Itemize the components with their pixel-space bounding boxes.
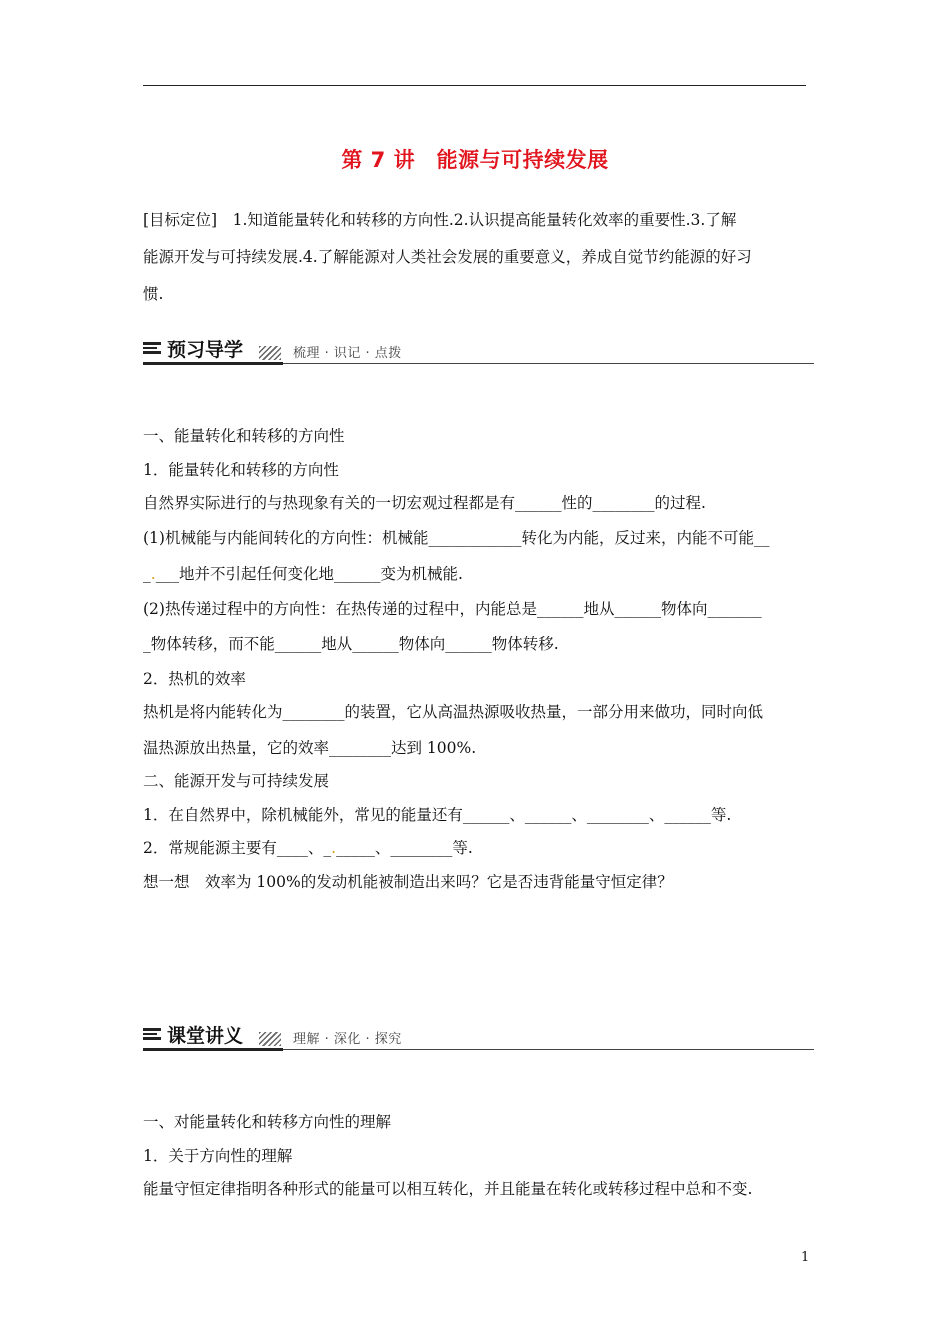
paragraph: _物体转移，而不能______地从______物体向______物体转移. xyxy=(143,635,559,653)
paragraph: _.___地并不引起任何变化地______变为机械能. xyxy=(143,565,463,583)
paragraph: 自然界实际进行的与热现象有关的一切宏观过程都是有______性的________的过程. xyxy=(143,494,706,512)
subheading-direction: 1．能量转化和转移的方向性 xyxy=(143,461,339,479)
goals-line-2: 能源开发与可持续发展.4.了解能源对人类社会发展的重要意义，养成自觉节约能源的好习 xyxy=(143,248,752,266)
paragraph: 热机是将内能转化为________的装置，它从高温热源吸收热量，一部分用来做功，同时向低 xyxy=(143,703,764,721)
paragraph: 2．常规能源主要有____、_._____、________等. xyxy=(143,839,473,857)
section-heading: 预习导学 xyxy=(167,339,244,361)
goals-line-1: [目标定位] 1.知道能量转化和转移的方向性.2.认识提高能量转化效率的重要性.3.了解 xyxy=(143,211,737,229)
paragraph: (2)热传递过程中的方向性：在热传递的过程中，内能总是______地从______物体向_______ xyxy=(143,600,762,618)
goals-line-3: 惯. xyxy=(143,285,164,303)
page-title: 第 7 讲 能源与可持续发展 xyxy=(341,148,609,172)
section-header-preview xyxy=(143,338,814,364)
section-rule-thin xyxy=(283,1049,814,1050)
section-rule-thick xyxy=(143,362,283,365)
paragraph: 温热源放出热量，它的效率________达到 100%. xyxy=(143,739,477,757)
page-number: 1 xyxy=(801,1250,810,1265)
heading-direction: 一、能量转化和转移的方向性 xyxy=(143,427,345,445)
paragraph: (1)机械能与内能间转化的方向性：机械能____________转化为内能，反过来，内能不可能__ xyxy=(143,529,770,547)
hatch-decoration xyxy=(259,1032,281,1046)
paragraph: 能量守恒定律指明各种形式的能量可以相互转化，并且能量在转化或转移过程中总和不变. xyxy=(143,1180,753,1198)
section-rule-thin xyxy=(283,363,814,364)
section-heading: 课堂讲义 xyxy=(167,1025,244,1047)
section-subtitle: 梳理 · 识记 · 点拨 xyxy=(293,346,402,361)
subheading-understanding: 1．关于方向性的理解 xyxy=(143,1147,293,1165)
section-rule-thick xyxy=(143,1048,283,1051)
hatch-decoration xyxy=(259,346,281,360)
paragraph: 1．在自然界中，除机械能外，常见的能量还有______、______、________、______等. xyxy=(143,806,732,824)
section-header-lecture xyxy=(143,1024,814,1050)
section-subtitle: 理解 · 深化 · 探究 xyxy=(293,1032,402,1047)
heading-energy-development: 二、能源开发与可持续发展 xyxy=(143,772,330,790)
section-bars-icon xyxy=(143,1028,161,1044)
section-bars-icon xyxy=(143,342,161,358)
subheading-efficiency: 2．热机的效率 xyxy=(143,670,246,688)
think-question: 想一想 效率为 100%的发动机能被制造出来吗？它是否违背能量守恒定律？ xyxy=(143,873,673,891)
heading-understanding: 一、对能量转化和转移方向性的理解 xyxy=(143,1113,392,1131)
top-rule xyxy=(143,85,806,86)
